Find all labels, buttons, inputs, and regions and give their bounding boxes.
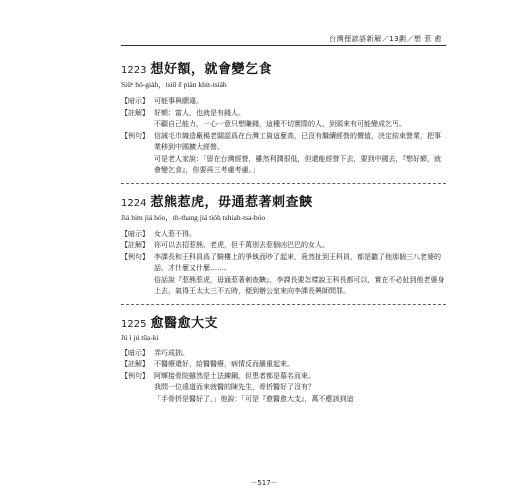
example-text	[154, 131, 446, 177]
entry-romanization: Jiá him jiá hóo，m̄-thang jiá tióh tshiah-tsa-bóo	[121, 212, 266, 222]
page-number: －517－	[250, 479, 278, 487]
example-paragraph: 我問一位遠道而來就醫的陳先生，骨折醫好了沒有？	[154, 383, 315, 391]
entry-number: 1225	[121, 318, 147, 330]
entry-title	[121, 58, 446, 77]
example-paragraph: 可是老人家說：「留在台灣經營，雖然利潤很低，但還能經營下去，要到中國去，『想好額，就會變乞食』，你要再三考慮考慮。」	[154, 154, 441, 174]
hint-text: 女人惹不得。	[154, 229, 196, 238]
hint-row	[121, 348, 446, 360]
entry-divider	[121, 304, 446, 305]
header-rule	[121, 45, 446, 46]
example-text	[154, 371, 446, 406]
note-paragraph: 不醫療還好，給醫醫療，病情反而嚴重起來。	[154, 360, 294, 368]
note-label: 【註解】	[121, 108, 149, 117]
example-paragraph: 俗話說『惹熊惹虎，毋通惹著刺查𩛩』，李課長要怎樣說王科長都可以，實在不必扯到他老婆身上去，氣得王太太三不五時，便到辦公室來向李課長興師問罪。	[154, 275, 445, 295]
hint-label: 【暗示】	[121, 97, 149, 105]
entry-1223	[121, 58, 446, 177]
entry-number: 1224	[121, 197, 147, 209]
entry-number: 1223	[121, 65, 147, 76]
example-row	[121, 252, 446, 298]
example-paragraph: 「手骨折是醫好了，」他說：「可是『愈醫愈大支』，萬不應該到這	[154, 394, 354, 403]
running-header: 台灣俚諺語新解／13劃／想 惹 愈	[329, 35, 442, 43]
example-text	[154, 252, 446, 298]
note-text	[154, 359, 446, 371]
note-row	[121, 240, 446, 252]
note-paragraph: 你可以去招惹熊、老虎，但千萬別去惹個凶巴巴的女人。	[154, 241, 329, 249]
entry-romanization: Jú i jú tūa-ki	[121, 332, 159, 342]
note-row	[121, 359, 446, 371]
example-label: 【例句】	[121, 131, 149, 140]
note-text	[154, 240, 446, 252]
example-row	[121, 371, 446, 406]
entry-1224	[121, 191, 446, 298]
hint-row	[121, 229, 446, 241]
hint-label: 【暗示】	[121, 229, 149, 238]
hint-text: 弄巧成拙。	[154, 348, 189, 357]
example-paragraph: 阿輝接骨院雖然是土法錬鋼，但患者都是慕名而來。	[154, 371, 315, 380]
note-label: 【註解】	[121, 360, 149, 368]
hint-label: 【暗示】	[121, 348, 149, 357]
note-row	[121, 108, 446, 131]
example-row	[121, 131, 446, 177]
entry-phrase: 惹熊惹虎，毋通惹著刺查𩛩	[150, 194, 313, 210]
entry-phrase: 愈醫愈大支	[150, 315, 218, 331]
hint-text: 可能事與願違。	[154, 97, 203, 105]
entry-1225	[121, 312, 446, 406]
note-paragraph: 不顧自己能力，一心一意只想賺錢，這種不切實際的人，到頭來有可能變成乞丐。	[154, 120, 406, 128]
example-paragraph: 李課長和王科員爲了騎樓上的爭執而吵了起來，竟然扯到王科員，都是聽了他那個三八老婆的話，才什麼又什麼……。	[154, 252, 441, 272]
example-label: 【例句】	[121, 252, 149, 261]
note-text	[154, 108, 446, 131]
hint-row	[121, 96, 446, 108]
entry-title	[121, 191, 446, 210]
entry-title	[121, 312, 446, 331]
entry-phrase: 想好額，就會變乞食	[150, 62, 272, 77]
example-label: 【例句】	[121, 371, 149, 380]
entry-romanization: Siūⁿ hó-giàh，tsiū ē piàn khit-tsiàh	[121, 80, 227, 89]
entry-divider	[121, 183, 446, 184]
note-paragraph: 好額：富人，也就是有錢人。	[154, 108, 245, 117]
note-label: 【註解】	[121, 241, 149, 249]
page-content	[121, 58, 446, 405]
example-paragraph: 信誠毛巾織造廠楊老闆認爲在台灣工資這麼高，已沒有繼續經營的價值，決定結束營業，把事業移到中國擴大經營。	[154, 131, 441, 151]
